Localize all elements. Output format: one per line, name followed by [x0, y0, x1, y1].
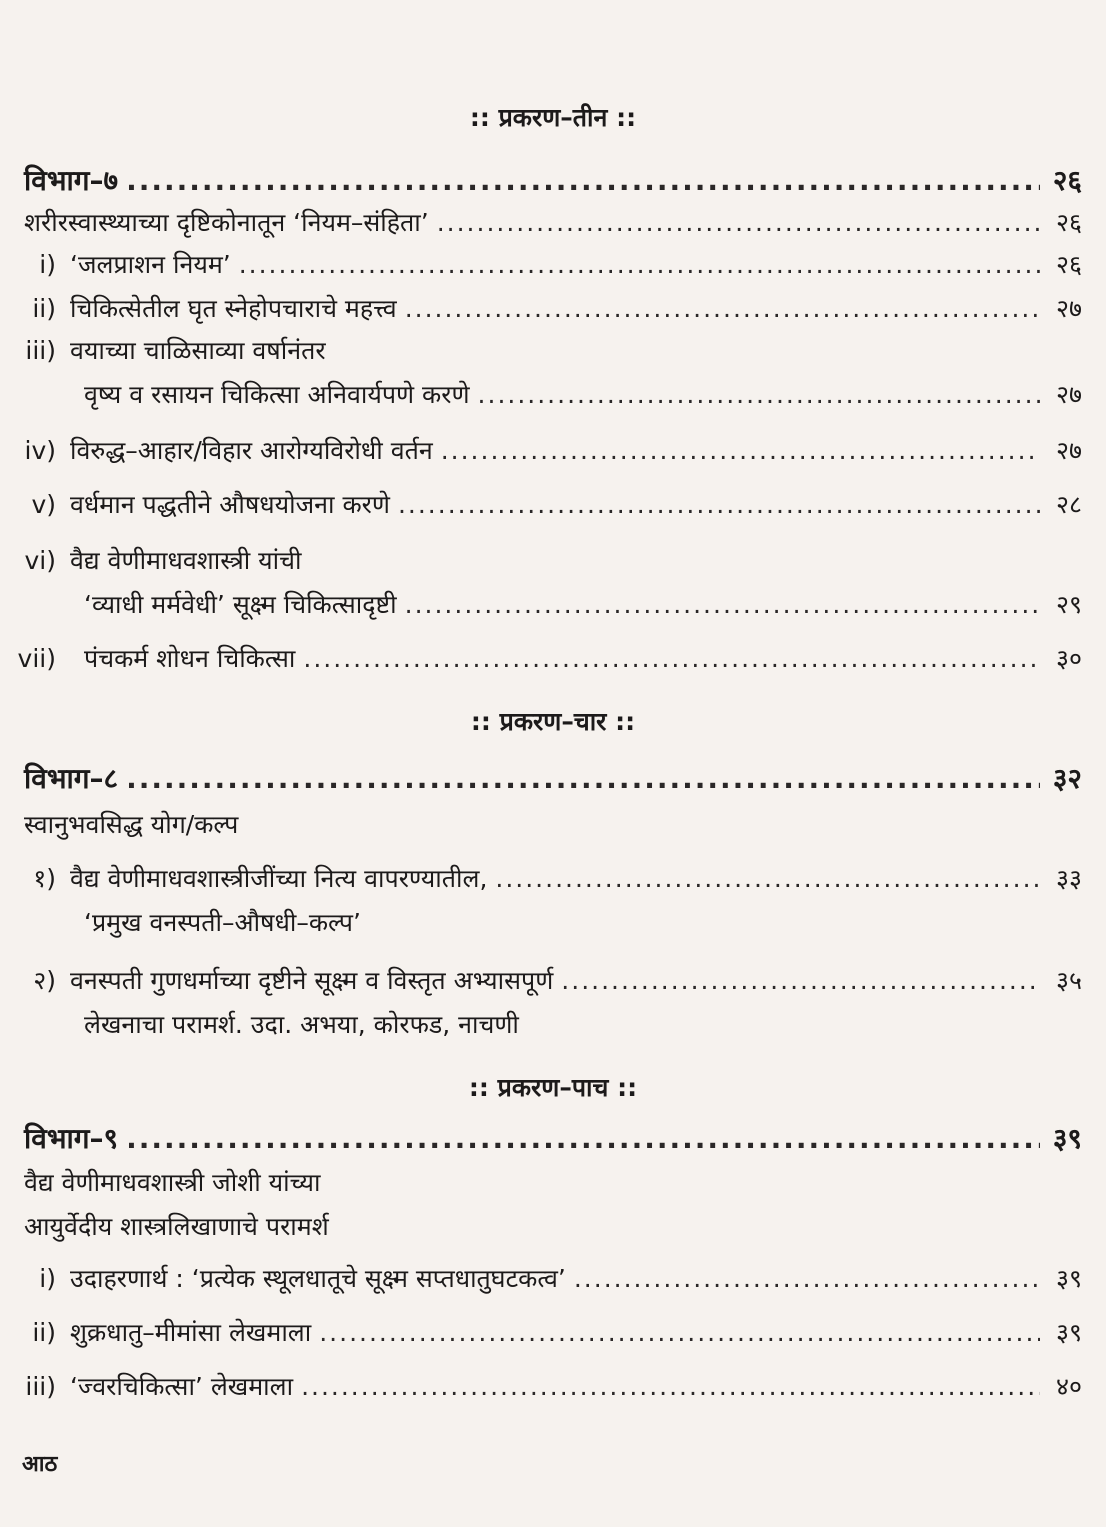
- leader-dots: [441, 436, 1040, 466]
- chapter-heading: :: प्रकरण–तीन ::: [469, 103, 637, 132]
- entry-label: शरीरस्वास्थ्याच्या दृष्टिकोनातून ‘नियम–संहिता’: [24, 208, 429, 237]
- entry-label: वैद्य वेणीमाधवशास्त्रीजींच्या नित्य वापरण्यातील,: [70, 864, 488, 893]
- section-intro: स्वानुभवसिद्ध योग/कल्प: [24, 810, 239, 839]
- toc-section-row[interactable]: [24, 166, 1082, 196]
- toc-entry-first-line: [0, 546, 302, 576]
- entry-label: ‘जलप्राशन नियम’: [70, 250, 231, 279]
- entry-label: उदाहरणार्थ : ‘प्रत्येक स्थूलधातूचे सूक्ष्म सप्तधातुघटकत्व’: [70, 1264, 566, 1293]
- toc-entry-row[interactable]: [0, 644, 1082, 674]
- leader-dots: [126, 764, 1040, 794]
- toc-entry-row[interactable]: [84, 590, 1082, 620]
- leader-dots: [126, 1124, 1040, 1154]
- leader-dots: [301, 1372, 1040, 1402]
- item-number: vii): [17, 644, 56, 673]
- leader-dots: [126, 166, 1040, 196]
- toc-entry-row[interactable]: [0, 490, 1082, 520]
- item-number: v): [31, 490, 56, 519]
- item-number: iii): [25, 1372, 56, 1401]
- leader-dots: [574, 1264, 1040, 1294]
- leader-dots: [239, 250, 1040, 280]
- page-number: ३९: [1052, 1122, 1082, 1155]
- toc-entry-row[interactable]: [0, 294, 1082, 324]
- leader-dots: [437, 208, 1040, 238]
- entry-label: शुक्रधातु–मीमांसा लेखमाला: [70, 1318, 312, 1347]
- chapter-heading: :: प्रकरण–पाच ::: [468, 1073, 638, 1102]
- item-number: i): [39, 250, 56, 279]
- page-number: २८: [1055, 490, 1082, 519]
- item-number: २): [33, 966, 56, 995]
- item-number: vi): [24, 546, 56, 575]
- toc-entry-row[interactable]: [24, 208, 1082, 238]
- toc-entry-row[interactable]: [0, 1372, 1082, 1402]
- toc-section-row[interactable]: [24, 764, 1082, 794]
- entry-label: वनस्पती गुणधर्माच्या दृष्टीने सूक्ष्म व विस्तृत अभ्यासपूर्ण: [70, 966, 554, 995]
- item-number: १): [33, 864, 56, 893]
- entry-label: विरुद्ध–आहार/विहार आरोग्यविरोधी वर्तन: [70, 436, 433, 465]
- entry-label: वैद्य वेणीमाधवशास्त्री यांची: [70, 546, 302, 575]
- entry-label-continued: वृष्य व रसायन चिकित्सा अनिवार्यपणे करणे: [84, 380, 470, 409]
- footer-page-label: आठ: [22, 1452, 58, 1477]
- leader-dots: [405, 590, 1040, 620]
- toc-entry-row[interactable]: [0, 864, 1082, 894]
- leader-dots: [319, 1318, 1040, 1348]
- leader-dots: [405, 294, 1040, 324]
- item-number: i): [39, 1264, 56, 1293]
- entry-label-continued: ‘व्याधी मर्मवेधी’ सूक्ष्म चिकित्सादृष्टी: [84, 590, 397, 619]
- page-number: २७: [1055, 294, 1082, 323]
- page-number: २९: [1055, 590, 1082, 619]
- page-number: ४०: [1055, 1372, 1082, 1401]
- leader-dots: [478, 380, 1040, 410]
- toc-section-row[interactable]: [24, 1124, 1082, 1154]
- section-intro: वैद्य वेणीमाधवशास्त्री जोशी यांच्या: [24, 1168, 321, 1197]
- page-number: २६: [1055, 250, 1082, 279]
- item-number: ii): [32, 1318, 56, 1347]
- leader-dots: [303, 644, 1040, 674]
- entry-label: वयाच्या चाळिसाव्या वर्षानंतर: [70, 336, 326, 365]
- entry-label: वर्धमान पद्धतीने औषधयोजना करणे: [70, 490, 390, 519]
- page-number: २६: [1055, 208, 1082, 237]
- toc-entry-row[interactable]: [0, 966, 1082, 996]
- page-number: २६: [1052, 164, 1082, 197]
- toc-entry-first-line: [0, 336, 326, 366]
- leader-dots: [561, 966, 1040, 996]
- item-number: ii): [32, 294, 56, 323]
- entry-label-continued: लेखनाचा परामर्श. उदा. अभया, कोरफड, नाचणी: [84, 1010, 519, 1039]
- page-number: ३३: [1055, 864, 1082, 893]
- section-label: विभाग–८: [24, 762, 119, 795]
- section-label: विभाग–९: [24, 1122, 119, 1155]
- toc-entry-row[interactable]: [0, 1264, 1082, 1294]
- section-intro: आयुर्वेदीय शास्त्रलिखाणाचे परामर्श: [24, 1212, 329, 1241]
- toc-entry-row[interactable]: [0, 436, 1082, 466]
- entry-label: पंचकर्म शोधन चिकित्सा: [84, 644, 296, 673]
- chapter-heading: :: प्रकरण–चार ::: [470, 707, 636, 736]
- item-number: iv): [24, 436, 56, 465]
- page-number: २७: [1055, 436, 1082, 465]
- leader-dots: [495, 864, 1040, 894]
- page-number: ३०: [1055, 644, 1082, 673]
- section-label: विभाग–७: [24, 164, 119, 197]
- leader-dots: [398, 490, 1040, 520]
- page-number: ३९: [1055, 1318, 1082, 1347]
- page-number: ३२: [1052, 762, 1082, 795]
- toc-entry-row[interactable]: [0, 1318, 1082, 1348]
- page-number: ३५: [1055, 966, 1082, 995]
- toc-entry-row[interactable]: [84, 380, 1082, 410]
- entry-label: ‘ज्वरचिकित्सा’ लेखमाला: [70, 1372, 294, 1401]
- toc-entry-row[interactable]: [0, 250, 1082, 280]
- item-number: iii): [25, 336, 56, 365]
- page-number: ३९: [1055, 1264, 1082, 1293]
- page-number: २७: [1055, 380, 1082, 409]
- entry-label: चिकित्सेतील घृत स्नेहोपचाराचे महत्त्व: [70, 294, 397, 323]
- entry-label-continued: ‘प्रमुख वनस्पती–औषधी–कल्प’: [84, 908, 361, 937]
